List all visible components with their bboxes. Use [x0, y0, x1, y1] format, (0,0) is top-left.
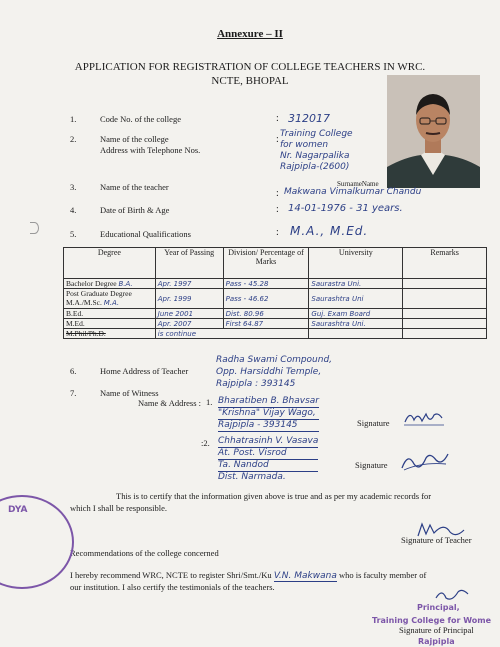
degree-handwritten: M.A.	[103, 299, 120, 307]
field-7-label: Name of Witness	[100, 388, 159, 398]
degree-cell	[64, 309, 156, 319]
remarks-cell	[403, 279, 487, 289]
teacher-portrait-image	[387, 75, 480, 188]
division-cell: First 64.87	[223, 319, 309, 329]
header-division: Division/ Percentage of Marks	[223, 248, 309, 279]
degree-label: Post Graduate Degree	[66, 289, 132, 298]
qualifications-value: M.A., M.Ed.	[290, 224, 369, 238]
witness-2-signature-label: Signature	[355, 460, 388, 470]
header-year: Year of Passing	[155, 248, 223, 279]
table-header-row	[64, 248, 487, 279]
recommendation-text-start: I hereby recommend WRC, NCTE to register Shri/Smt./Ku	[70, 570, 272, 580]
year-cell: Apr. 2007	[155, 319, 223, 329]
degree-label: M.Ed.	[66, 319, 85, 328]
surname-name-hint: SurnameName	[337, 180, 379, 188]
margin-bracket-mark	[30, 222, 39, 234]
field-7-number: 7.	[70, 388, 77, 398]
division-cell: Pass - 45.28	[223, 279, 309, 289]
university-cell: Saurashtra Uni.	[309, 319, 403, 329]
table-row	[64, 319, 487, 329]
witness-2-line-4: Dist. Narmada.	[218, 472, 286, 482]
witness-1-prefix: 1.	[206, 397, 213, 407]
table-row	[64, 329, 487, 339]
home-address-value	[216, 354, 332, 390]
header-degree: Degree	[64, 248, 156, 279]
recommendation-line-1	[70, 570, 426, 581]
college-address-line-4: Rajpipla-(2600)	[280, 162, 350, 172]
field-4-colon: :	[276, 204, 279, 215]
field-4-label: Date of Birth & Age	[100, 205, 170, 215]
field-5-label: Educational Qualifications	[100, 229, 191, 239]
degree-label: Bachelor Degree	[66, 279, 117, 288]
table-row	[64, 279, 487, 289]
degree-cell	[64, 289, 156, 309]
certify-text-line-1: This is to certify that the information given above is true and as per my academic records for	[116, 491, 432, 501]
witness-2-prefix: :2.	[201, 438, 210, 448]
remarks-cell	[403, 289, 487, 309]
table-row	[64, 289, 487, 309]
college-address-line-3: Nr. Nagarpalika	[280, 151, 350, 161]
year-cell: Apr. 1997	[155, 279, 223, 289]
recommended-teacher-name: V.N. Makwana	[273, 571, 337, 581]
college-address-value	[280, 129, 353, 173]
year-cell: Apr. 1999	[155, 289, 223, 309]
annexure-heading: Annexure – II	[217, 28, 283, 40]
dob-age-value: 14-01-1976 - 31 years.	[288, 203, 403, 214]
recommendation-text-end: who is faculty member of	[338, 570, 427, 580]
college-address-line-1: Training College	[280, 129, 353, 139]
signature-of-teacher-label: Signature of Teacher	[401, 535, 472, 545]
recommendation-line-2: our institution. I also certify the testimonials of the teachers.	[70, 582, 275, 592]
witness-2-details	[218, 436, 318, 483]
field-2-colon: :	[276, 134, 279, 145]
witness-1-line-3: Rajpipla - 393145	[218, 420, 319, 432]
witness-1-signature	[402, 408, 446, 428]
witness-1-signature-label: Signature	[357, 418, 390, 428]
university-cell: Saurastra Uni.	[309, 279, 403, 289]
table-row	[64, 309, 487, 319]
home-address-line-2: Opp. Harsiddhi Temple,	[216, 367, 322, 377]
teacher-photo	[387, 75, 480, 188]
field-6-label: Home Address of Teacher	[100, 366, 189, 376]
field-2-label-2: Address with Telephone Nos.	[100, 145, 201, 155]
witness-1-line-1: Bharatiben B. Bhavsar	[218, 396, 319, 406]
college-seal-text: DYA	[8, 505, 28, 515]
remarks-cell	[403, 329, 487, 339]
header-remarks: Remarks	[403, 248, 487, 279]
home-address-line-3: Rajpipla : 393145	[216, 379, 296, 389]
remarks-cell	[403, 309, 487, 319]
degree-cell	[64, 319, 156, 329]
principal-signature	[432, 586, 472, 604]
recommendation-heading: Recommendations of the college concerned	[70, 548, 219, 558]
field-4-number: 4.	[70, 205, 77, 215]
field-5-colon: :	[276, 227, 279, 238]
field-3-label: Name of the teacher	[100, 182, 169, 192]
principal-stamp-line-3: Rajpipla	[418, 637, 455, 646]
field-3-colon: :	[276, 188, 279, 199]
college-code-value: 312017	[288, 112, 330, 125]
signature-of-principal-label: Signature of Principal	[399, 625, 474, 635]
continuing-note: is continue	[157, 329, 197, 338]
year-cell	[155, 329, 309, 339]
degree-label: M.Phil/Ph.D.	[66, 329, 106, 338]
degree-handwritten: B.A.	[118, 280, 133, 288]
header-university: University	[309, 248, 403, 279]
home-address-line-1: Radha Swami Compound,	[216, 355, 333, 365]
degree-cell	[64, 279, 156, 289]
title-line-1: APPLICATION FOR REGISTRATION OF COLLEGE TEACHERS IN WRC.	[74, 61, 426, 73]
year-cell: June 2001	[155, 309, 223, 319]
witness-2-line-1: Chhatrasinh V. Vasava	[218, 436, 319, 446]
education-table	[63, 247, 487, 339]
university-cell: Saurashtra Uni	[309, 289, 403, 309]
field-1-label: Code No. of the college	[100, 114, 181, 124]
teacher-name-value: Makwana Vimalkumar Chandu	[284, 187, 422, 197]
college-address-line-2: for women	[280, 140, 329, 150]
field-2-number: 2.	[70, 134, 77, 144]
division-cell: Pass - 46.62	[223, 289, 309, 309]
division-cell: Dist. 80.96	[223, 309, 309, 319]
university-cell: Guj. Exam Board	[309, 309, 403, 319]
principal-stamp-line-1: Principal,	[417, 603, 460, 612]
witness-1-line-2: "Krishna" Vijay Wago,	[218, 408, 319, 420]
field-1-number: 1.	[70, 114, 77, 124]
remarks-cell	[403, 319, 487, 329]
witness-1-details	[218, 396, 319, 432]
witness-2-line-3: Ta. Nandod	[218, 460, 318, 472]
title-line-2: NCTE, BHOPAL	[211, 75, 289, 87]
degree-cell	[64, 329, 156, 339]
field-3-number: 3.	[70, 182, 77, 192]
field-6-number: 6.	[70, 366, 77, 376]
field-2-label: Name of the college	[100, 134, 169, 144]
degree-label-2: M.A./M.Sc.	[66, 298, 102, 307]
principal-stamp-line-2: Training College for Wome	[372, 616, 492, 625]
field-5-number: 5.	[70, 229, 77, 239]
field-1-colon: :	[276, 113, 279, 124]
certify-text-line-2: which I shall be responsible.	[70, 503, 168, 513]
witness-2-line-2: At. Post. Visrod	[218, 448, 318, 460]
witness-2-signature	[398, 448, 450, 474]
degree-label: B.Ed.	[66, 309, 84, 318]
university-cell	[309, 329, 403, 339]
witness-name-address-label: Name & Address :	[138, 398, 202, 408]
